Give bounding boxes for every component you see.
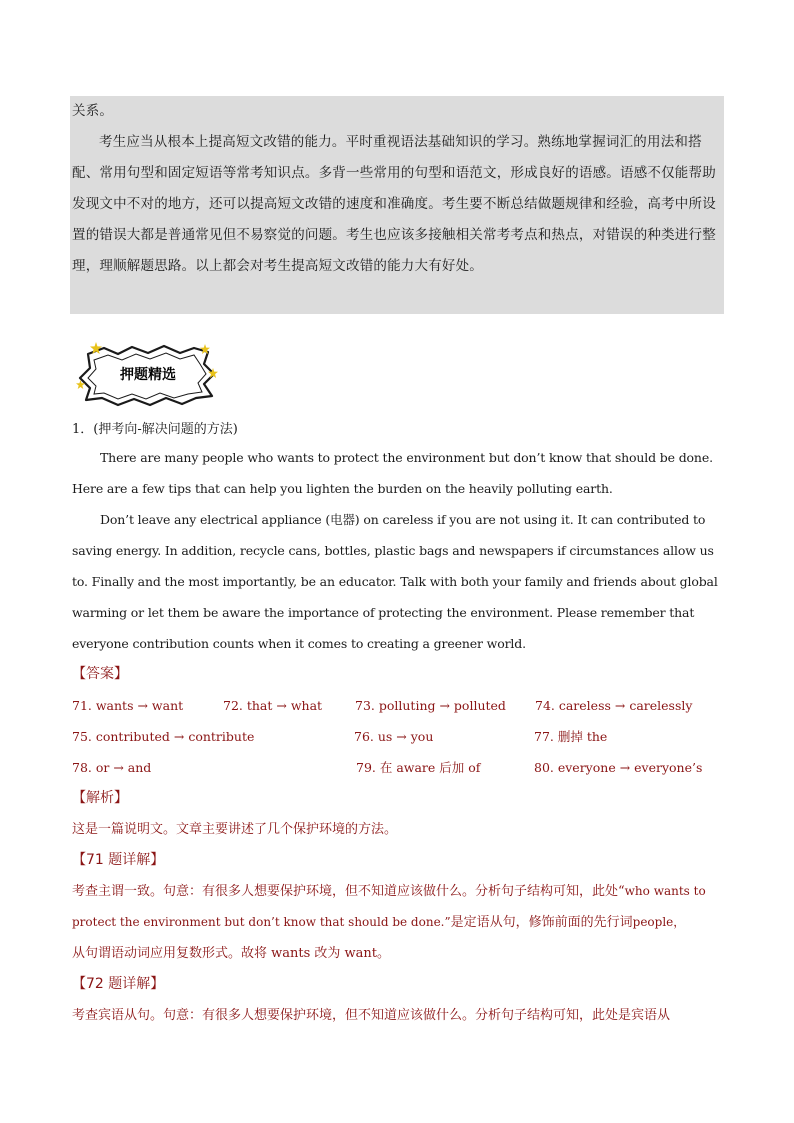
analysis-label: 【解析】 [72, 790, 128, 806]
answer-item: 75. contributed → contribute [72, 729, 255, 744]
q72-detail-label: 【72 题详解】 [72, 976, 165, 992]
q72-detail-text: 考查宾语从句。句意：有很多人想要保护环境，但不知道应该做什么。分析句子结构可知，此处是宾语从 [72, 1008, 671, 1023]
answer-item: 78. or → and [72, 760, 152, 775]
q71-detail-text [72, 876, 720, 969]
answer-item: 71. wants → want [72, 698, 184, 713]
question-section [72, 418, 720, 1031]
intro-box [70, 96, 724, 314]
q71-text-part: 从句谓语动词应用复数形式。故将 wants 改为 want。 [72, 946, 391, 961]
answer-item: 72. that → what [223, 698, 323, 713]
answer-row [72, 721, 720, 752]
banner-label: 押题精选 [120, 367, 176, 383]
answer-item: 80. everyone → everyone’s [534, 760, 703, 775]
analysis-summary: 这是一篇说明文。文章主要讲述了几个保护环境的方法。 [72, 822, 398, 837]
answer-item: 73. polluting → polluted [355, 698, 506, 713]
passage-paragraph-2: Don’t leave any electrical appliance (电器) on careless if you are not using it. It can contributed to saving energy. In addition, recycle cans, bottles, plastic bags and newspapers if circumstances allow us to. Finally and the most importantly, be an educator. Talk with both your family and friends about global warming or let them be aware the importance of protecting the environment. Please remember that everyone contribution counts when it comes to creating a greener world. [72, 512, 718, 651]
answer-item: 74. careless → carelessly [535, 698, 693, 713]
intro-paragraph: 考生应当从根本上提高短文改错的能力。平时重视语法基础知识的学习。熟练地掌握词汇的用法和搭配、常用句型和固定短语等常考知识点。多背一些常用的句型和语范文，形成良好的语感。语感不仅能帮助发现文中不对的地方，还可以提高短文改错的速度和准确度。考生要不断总结做题规律和经验，高考中所设置的错误大都是普通常见但不易察觉的问题。考生也应该多接触相关常考考点和热点，对错误的种类进行整理，理顺解题思路。以上都会对考生提高短文改错的能力大有好处。 [72, 134, 716, 274]
passage-paragraph-1: There are many people who wants to protect the environment but don’t know that should be done. Here are a few tips that can help you lighten the burden on the heavily polluting earth. [72, 450, 713, 496]
q71-text-part: who wants to protect the environment but don’t know that should be done.” [72, 884, 706, 929]
q71-text-part: people， [632, 915, 686, 929]
answer-row [72, 690, 720, 721]
q71-text-part: 是定语从句，修饰前面的先行词 [450, 915, 633, 930]
intro-line: 关系。 [72, 103, 114, 119]
question-heading: 1．(押考向-解决问题的方法) [72, 422, 238, 437]
answer-item: 79. 在 aware 后加 of [356, 760, 481, 775]
answer-item: 76. us → you [354, 729, 434, 744]
q71-detail-label: 【71 题详解】 [72, 852, 165, 868]
q71-text-part: 考查主谓一致。句意：有很多人想要保护环境，但不知道应该做什么。分析句子结构可知，此处“ [72, 884, 625, 899]
answer-label: 【答案】 [72, 666, 128, 682]
answer-row [72, 752, 720, 783]
section-banner [74, 340, 222, 410]
answer-item: 77. 删掉 the [534, 729, 608, 744]
